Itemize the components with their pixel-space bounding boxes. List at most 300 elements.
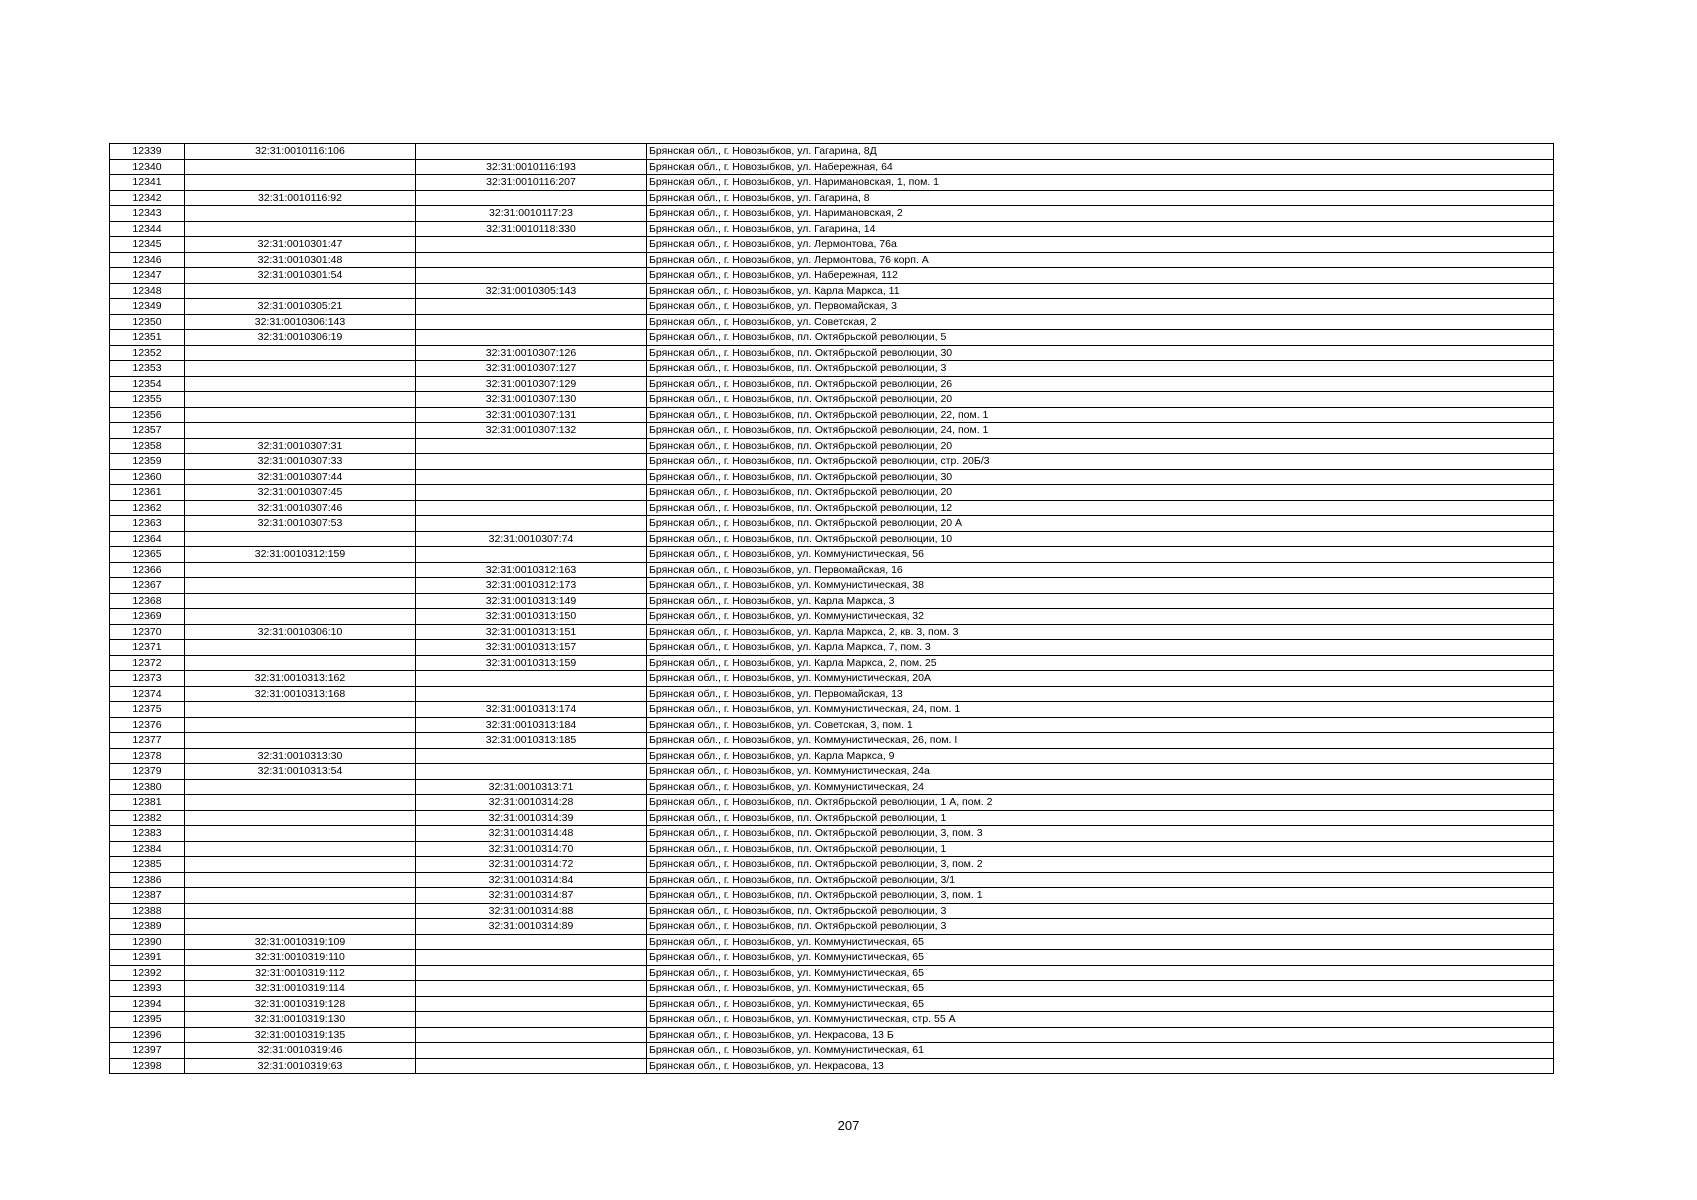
table-row <box>110 919 1554 935</box>
address-cell: Брянская обл., г. Новозыбков, пл. Октябрьской революции, 26 <box>647 376 1554 392</box>
cadastral-number-b-cell: 32:31:0010313:151 <box>416 624 647 640</box>
address-cell: Брянская обл., г. Новозыбков, ул. Коммунистическая, 65 <box>647 965 1554 981</box>
table-row <box>110 1027 1554 1043</box>
row-number-cell: 12355 <box>110 392 185 408</box>
address-cell: Брянская обл., г. Новозыбков, ул. Коммунистическая, 24а <box>647 764 1554 780</box>
cadastral-number-a-cell <box>185 903 416 919</box>
cadastral-number-b-cell: 32:31:0010118:330 <box>416 221 647 237</box>
cadastral-number-b-cell <box>416 1027 647 1043</box>
table-body <box>110 144 1554 1074</box>
address-cell: Брянская обл., г. Новозыбков, ул. Карла Маркса, 2, пом. 25 <box>647 655 1554 671</box>
row-number-cell: 12393 <box>110 981 185 997</box>
cadastral-number-a-cell <box>185 872 416 888</box>
row-number-cell: 12386 <box>110 872 185 888</box>
row-number-cell: 12358 <box>110 438 185 454</box>
cadastral-number-a-cell: 32:31:0010319:130 <box>185 1012 416 1028</box>
cadastral-number-b-cell: 32:31:0010313:149 <box>416 593 647 609</box>
cadastral-number-a-cell: 32:31:0010307:53 <box>185 516 416 532</box>
row-number-cell: 12373 <box>110 671 185 687</box>
cadastral-number-a-cell <box>185 423 416 439</box>
row-number-cell: 12389 <box>110 919 185 935</box>
table-row <box>110 981 1554 997</box>
row-number-cell: 12341 <box>110 175 185 191</box>
address-cell: Брянская обл., г. Новозыбков, ул. Коммунистическая, 20А <box>647 671 1554 687</box>
table-row <box>110 950 1554 966</box>
address-cell: Брянская обл., г. Новозыбков, ул. Коммунистическая, 56 <box>647 547 1554 563</box>
cadastral-number-b-cell: 32:31:0010314:89 <box>416 919 647 935</box>
cadastral-number-a-cell <box>185 578 416 594</box>
table-row <box>110 1058 1554 1074</box>
address-cell: Брянская обл., г. Новозыбков, пл. Октябрьской революции, 24, пом. 1 <box>647 423 1554 439</box>
row-number-cell: 12346 <box>110 252 185 268</box>
cadastral-number-a-cell <box>185 376 416 392</box>
address-cell: Брянская обл., г. Новозыбков, пл. Октябрьской революции, 30 <box>647 469 1554 485</box>
table-row <box>110 485 1554 501</box>
row-number-cell: 12384 <box>110 841 185 857</box>
address-cell: Брянская обл., г. Новозыбков, пл. Октябрьской революции, 10 <box>647 531 1554 547</box>
cadastral-number-a-cell: 32:31:0010307:46 <box>185 500 416 516</box>
cadastral-number-a-cell <box>185 562 416 578</box>
cadastral-number-a-cell: 32:31:0010313:162 <box>185 671 416 687</box>
table-row <box>110 748 1554 764</box>
cadastral-number-a-cell: 32:31:0010313:54 <box>185 764 416 780</box>
cadastral-number-a-cell: 32:31:0010301:48 <box>185 252 416 268</box>
row-number-cell: 12353 <box>110 361 185 377</box>
cadastral-number-a-cell <box>185 392 416 408</box>
cadastral-number-b-cell <box>416 485 647 501</box>
cadastral-number-b-cell: 32:31:0010314:88 <box>416 903 647 919</box>
table-row <box>110 438 1554 454</box>
cadastral-number-a-cell <box>185 206 416 222</box>
cadastral-number-b-cell: 32:31:0010313:157 <box>416 640 647 656</box>
cadastral-number-a-cell: 32:31:0010319:128 <box>185 996 416 1012</box>
cadastral-number-a-cell <box>185 159 416 175</box>
cadastral-number-a-cell <box>185 795 416 811</box>
row-number-cell: 12347 <box>110 268 185 284</box>
cadastral-number-a-cell <box>185 407 416 423</box>
table-row <box>110 221 1554 237</box>
address-cell: Брянская обл., г. Новозыбков, ул. Гагарина, 8 <box>647 190 1554 206</box>
cadastral-number-a-cell <box>185 733 416 749</box>
cadastral-number-b-cell <box>416 330 647 346</box>
cadastral-number-a-cell: 32:31:0010313:30 <box>185 748 416 764</box>
cadastral-number-b-cell <box>416 144 647 160</box>
cadastral-number-b-cell: 32:31:0010314:87 <box>416 888 647 904</box>
cadastral-number-a-cell: 32:31:0010319:110 <box>185 950 416 966</box>
table-row <box>110 810 1554 826</box>
table-row <box>110 252 1554 268</box>
cadastral-number-b-cell <box>416 764 647 780</box>
table-row <box>110 1012 1554 1028</box>
row-number-cell: 12342 <box>110 190 185 206</box>
cadastral-number-a-cell: 32:31:0010307:33 <box>185 454 416 470</box>
row-number-cell: 12343 <box>110 206 185 222</box>
table-row <box>110 500 1554 516</box>
cadastral-number-a-cell <box>185 345 416 361</box>
cadastral-number-a-cell: 32:31:0010319:63 <box>185 1058 416 1074</box>
row-number-cell: 12361 <box>110 485 185 501</box>
address-cell: Брянская обл., г. Новозыбков, пл. Октябрьской революции, 20 <box>647 392 1554 408</box>
cadastral-number-b-cell: 32:31:0010312:163 <box>416 562 647 578</box>
row-number-cell: 12382 <box>110 810 185 826</box>
cadastral-number-b-cell <box>416 454 647 470</box>
cadastral-number-a-cell <box>185 531 416 547</box>
cadastral-number-b-cell <box>416 1043 647 1059</box>
address-cell: Брянская обл., г. Новозыбков, пл. Октябрьской революции, 22, пом. 1 <box>647 407 1554 423</box>
cadastral-number-b-cell: 32:31:0010116:207 <box>416 175 647 191</box>
cadastral-number-a-cell: 32:31:0010319:135 <box>185 1027 416 1043</box>
cadastral-number-a-cell <box>185 826 416 842</box>
cadastral-number-a-cell <box>185 841 416 857</box>
cadastral-number-a-cell <box>185 779 416 795</box>
table-row <box>110 841 1554 857</box>
row-number-cell: 12369 <box>110 609 185 625</box>
address-cell: Брянская обл., г. Новозыбков, ул. Карла Маркса, 9 <box>647 748 1554 764</box>
row-number-cell: 12381 <box>110 795 185 811</box>
table-row <box>110 144 1554 160</box>
table-row <box>110 345 1554 361</box>
address-cell: Брянская обл., г. Новозыбков, ул. Набережная, 112 <box>647 268 1554 284</box>
address-cell: Брянская обл., г. Новозыбков, пл. Октябрьской революции, 3 <box>647 919 1554 935</box>
row-number-cell: 12367 <box>110 578 185 594</box>
address-cell: Брянская обл., г. Новозыбков, пл. Октябрьской революции, 5 <box>647 330 1554 346</box>
cadastral-number-a-cell: 32:31:0010319:109 <box>185 934 416 950</box>
cadastral-number-b-cell <box>416 981 647 997</box>
table-row <box>110 190 1554 206</box>
address-cell: Брянская обл., г. Новозыбков, ул. Коммунистическая, 38 <box>647 578 1554 594</box>
table-row <box>110 376 1554 392</box>
address-cell: Брянская обл., г. Новозыбков, ул. Коммунистическая, 26, пом. I <box>647 733 1554 749</box>
table-row <box>110 159 1554 175</box>
table-row <box>110 283 1554 299</box>
row-number-cell: 12374 <box>110 686 185 702</box>
table-row <box>110 795 1554 811</box>
cadastral-number-a-cell: 32:31:0010313:168 <box>185 686 416 702</box>
cadastral-number-a-cell <box>185 593 416 609</box>
row-number-cell: 12364 <box>110 531 185 547</box>
cadastral-number-a-cell: 32:31:0010307:44 <box>185 469 416 485</box>
row-number-cell: 12345 <box>110 237 185 253</box>
address-cell: Брянская обл., г. Новозыбков, ул. Коммунистическая, стр. 55 А <box>647 1012 1554 1028</box>
row-number-cell: 12354 <box>110 376 185 392</box>
row-number-cell: 12387 <box>110 888 185 904</box>
cadastral-number-a-cell: 32:31:0010319:114 <box>185 981 416 997</box>
table-row <box>110 717 1554 733</box>
address-cell: Брянская обл., г. Новозыбков, ул. Коммунистическая, 65 <box>647 950 1554 966</box>
row-number-cell: 12344 <box>110 221 185 237</box>
cadastral-number-b-cell <box>416 500 647 516</box>
table-row <box>110 888 1554 904</box>
cadastral-number-b-cell <box>416 516 647 532</box>
row-number-cell: 12339 <box>110 144 185 160</box>
address-cell: Брянская обл., г. Новозыбков, пл. Октябрьской революции, 1 А, пом. 2 <box>647 795 1554 811</box>
address-cell: Брянская обл., г. Новозыбков, пл. Октябрьской революции, 30 <box>647 345 1554 361</box>
cadastral-number-b-cell <box>416 996 647 1012</box>
cadastral-number-b-cell <box>416 268 647 284</box>
cadastral-number-a-cell: 32:31:0010301:47 <box>185 237 416 253</box>
address-cell: Брянская обл., г. Новозыбков, пл. Октябрьской революции, 20 <box>647 485 1554 501</box>
page-number: 207 <box>837 1118 860 1133</box>
row-number-cell: 12368 <box>110 593 185 609</box>
table-row <box>110 407 1554 423</box>
cadastral-number-a-cell: 32:31:0010307:45 <box>185 485 416 501</box>
table-row <box>110 578 1554 594</box>
row-number-cell: 12363 <box>110 516 185 532</box>
cadastral-number-b-cell: 32:31:0010307:126 <box>416 345 647 361</box>
row-number-cell: 12365 <box>110 547 185 563</box>
row-number-cell: 12366 <box>110 562 185 578</box>
table-row <box>110 562 1554 578</box>
address-cell: Брянская обл., г. Новозыбков, ул. Наримановская, 2 <box>647 206 1554 222</box>
cadastral-number-b-cell: 32:31:0010313:71 <box>416 779 647 795</box>
row-number-cell: 12340 <box>110 159 185 175</box>
cadastral-number-b-cell <box>416 438 647 454</box>
row-number-cell: 12370 <box>110 624 185 640</box>
row-number-cell: 12395 <box>110 1012 185 1028</box>
row-number-cell: 12392 <box>110 965 185 981</box>
cadastral-number-b-cell <box>416 252 647 268</box>
cadastral-table <box>109 143 1554 1074</box>
table-row <box>110 857 1554 873</box>
row-number-cell: 12378 <box>110 748 185 764</box>
address-cell: Брянская обл., г. Новозыбков, пл. Октябрьской революции, 3, пом. 3 <box>647 826 1554 842</box>
cadastral-number-b-cell: 32:31:0010314:39 <box>416 810 647 826</box>
cadastral-number-a-cell <box>185 888 416 904</box>
cadastral-number-b-cell <box>416 1058 647 1074</box>
table-row <box>110 996 1554 1012</box>
table-row <box>110 686 1554 702</box>
row-number-cell: 12390 <box>110 934 185 950</box>
table-row <box>110 547 1554 563</box>
row-number-cell: 12348 <box>110 283 185 299</box>
cadastral-number-b-cell: 32:31:0010314:48 <box>416 826 647 842</box>
table-row <box>110 733 1554 749</box>
cadastral-number-a-cell <box>185 221 416 237</box>
row-number-cell: 12360 <box>110 469 185 485</box>
address-cell: Брянская обл., г. Новозыбков, ул. Карла Маркса, 7, пом. 3 <box>647 640 1554 656</box>
cadastral-number-b-cell <box>416 469 647 485</box>
cadastral-number-a-cell: 32:31:0010305:21 <box>185 299 416 315</box>
cadastral-number-b-cell: 32:31:0010314:70 <box>416 841 647 857</box>
address-cell: Брянская обл., г. Новозыбков, пл. Октябрьской революции, 12 <box>647 500 1554 516</box>
table-row <box>110 330 1554 346</box>
table-row <box>110 593 1554 609</box>
cadastral-number-b-cell <box>416 314 647 330</box>
row-number-cell: 12350 <box>110 314 185 330</box>
cadastral-number-b-cell: 32:31:0010307:129 <box>416 376 647 392</box>
address-cell: Брянская обл., г. Новозыбков, ул. Коммунистическая, 65 <box>647 996 1554 1012</box>
table-row <box>110 671 1554 687</box>
row-number-cell: 12391 <box>110 950 185 966</box>
cadastral-number-a-cell: 32:31:0010306:19 <box>185 330 416 346</box>
address-cell: Брянская обл., г. Новозыбков, пл. Октябрьской революции, стр. 20Б/3 <box>647 454 1554 470</box>
cadastral-number-b-cell: 32:31:0010307:127 <box>416 361 647 377</box>
table-row <box>110 361 1554 377</box>
cadastral-number-b-cell: 32:31:0010313:184 <box>416 717 647 733</box>
table-row <box>110 640 1554 656</box>
row-number-cell: 12357 <box>110 423 185 439</box>
table-row <box>110 903 1554 919</box>
cadastral-number-a-cell <box>185 655 416 671</box>
table-row <box>110 624 1554 640</box>
row-number-cell: 12352 <box>110 345 185 361</box>
cadastral-number-a-cell <box>185 810 416 826</box>
address-cell: Брянская обл., г. Новозыбков, ул. Коммунистическая, 65 <box>647 934 1554 950</box>
address-cell: Брянская обл., г. Новозыбков, пл. Октябрьской революции, 20 А <box>647 516 1554 532</box>
cadastral-number-a-cell: 32:31:0010307:31 <box>185 438 416 454</box>
cadastral-number-b-cell: 32:31:0010313:159 <box>416 655 647 671</box>
cadastral-number-a-cell: 32:31:0010306:10 <box>185 624 416 640</box>
cadastral-number-a-cell <box>185 175 416 191</box>
table-row <box>110 175 1554 191</box>
cadastral-number-b-cell: 32:31:0010307:132 <box>416 423 647 439</box>
cadastral-number-b-cell: 32:31:0010117:23 <box>416 206 647 222</box>
address-cell: Брянская обл., г. Новозыбков, пл. Октябрьской революции, 3 <box>647 361 1554 377</box>
table-row <box>110 454 1554 470</box>
cadastral-number-b-cell: 32:31:0010313:174 <box>416 702 647 718</box>
address-cell: Брянская обл., г. Новозыбков, ул. Наримановская, 1, пом. 1 <box>647 175 1554 191</box>
address-cell: Брянская обл., г. Новозыбков, ул. Карла Маркса, 11 <box>647 283 1554 299</box>
cadastral-number-b-cell: 32:31:0010313:150 <box>416 609 647 625</box>
row-number-cell: 12377 <box>110 733 185 749</box>
cadastral-number-b-cell: 32:31:0010312:173 <box>416 578 647 594</box>
row-number-cell: 12351 <box>110 330 185 346</box>
table-row <box>110 469 1554 485</box>
address-cell: Брянская обл., г. Новозыбков, пл. Октябрьской революции, 1 <box>647 810 1554 826</box>
cadastral-number-b-cell <box>416 237 647 253</box>
address-cell: Брянская обл., г. Новозыбков, ул. Некрасова, 13 <box>647 1058 1554 1074</box>
address-cell: Брянская обл., г. Новозыбков, ул. Коммунистическая, 24, пом. 1 <box>647 702 1554 718</box>
address-cell: Брянская обл., г. Новозыбков, ул. Советская, 2 <box>647 314 1554 330</box>
address-cell: Брянская обл., г. Новозыбков, ул. Коммунистическая, 24 <box>647 779 1554 795</box>
address-cell: Брянская обл., г. Новозыбков, ул. Коммунистическая, 32 <box>647 609 1554 625</box>
row-number-cell: 12376 <box>110 717 185 733</box>
cadastral-number-a-cell <box>185 640 416 656</box>
table-row <box>110 702 1554 718</box>
cadastral-number-b-cell: 32:31:0010307:131 <box>416 407 647 423</box>
address-cell: Брянская обл., г. Новозыбков, ул. Советская, 3, пом. 1 <box>647 717 1554 733</box>
cadastral-number-b-cell <box>416 748 647 764</box>
address-cell: Брянская обл., г. Новозыбков, пл. Октябрьской революции, 3, пом. 1 <box>647 888 1554 904</box>
cadastral-number-b-cell: 32:31:0010313:185 <box>416 733 647 749</box>
row-number-cell: 12385 <box>110 857 185 873</box>
table-row <box>110 779 1554 795</box>
cadastral-number-a-cell <box>185 283 416 299</box>
cadastral-number-a-cell: 32:31:0010116:92 <box>185 190 416 206</box>
table-row <box>110 764 1554 780</box>
address-cell: Брянская обл., г. Новозыбков, ул. Коммунистическая, 65 <box>647 981 1554 997</box>
cadastral-number-a-cell <box>185 361 416 377</box>
table-row <box>110 392 1554 408</box>
table-row <box>110 609 1554 625</box>
row-number-cell: 12397 <box>110 1043 185 1059</box>
row-number-cell: 12394 <box>110 996 185 1012</box>
address-cell: Брянская обл., г. Новозыбков, ул. Первомайская, 13 <box>647 686 1554 702</box>
row-number-cell: 12349 <box>110 299 185 315</box>
address-cell: Брянская обл., г. Новозыбков, ул. Лермонтова, 76а <box>647 237 1554 253</box>
table-row <box>110 237 1554 253</box>
address-cell: Брянская обл., г. Новозыбков, ул. Карла Маркса, 3 <box>647 593 1554 609</box>
table-row <box>110 934 1554 950</box>
cadastral-number-a-cell: 32:31:0010116:106 <box>185 144 416 160</box>
row-number-cell: 12383 <box>110 826 185 842</box>
row-number-cell: 12359 <box>110 454 185 470</box>
table-row <box>110 314 1554 330</box>
row-number-cell: 12388 <box>110 903 185 919</box>
row-number-cell: 12362 <box>110 500 185 516</box>
row-number-cell: 12372 <box>110 655 185 671</box>
cadastral-number-a-cell <box>185 702 416 718</box>
address-cell: Брянская обл., г. Новозыбков, пл. Октябрьской революции, 1 <box>647 841 1554 857</box>
table-row <box>110 516 1554 532</box>
table-row <box>110 965 1554 981</box>
cadastral-number-a-cell <box>185 717 416 733</box>
cadastral-number-b-cell <box>416 671 647 687</box>
cadastral-number-b-cell: 32:31:0010314:84 <box>416 872 647 888</box>
cadastral-number-b-cell: 32:31:0010314:72 <box>416 857 647 873</box>
cadastral-number-a-cell <box>185 609 416 625</box>
cadastral-number-b-cell <box>416 950 647 966</box>
cadastral-number-b-cell: 32:31:0010116:193 <box>416 159 647 175</box>
cadastral-number-b-cell <box>416 547 647 563</box>
address-cell: Брянская обл., г. Новозыбков, ул. Первомайская, 16 <box>647 562 1554 578</box>
row-number-cell: 12371 <box>110 640 185 656</box>
address-cell: Брянская обл., г. Новозыбков, ул. Гагарина, 14 <box>647 221 1554 237</box>
table-row <box>110 826 1554 842</box>
cadastral-number-b-cell <box>416 934 647 950</box>
cadastral-number-b-cell: 32:31:0010305:143 <box>416 283 647 299</box>
cadastral-number-b-cell <box>416 1012 647 1028</box>
cadastral-number-a-cell <box>185 919 416 935</box>
row-number-cell: 12396 <box>110 1027 185 1043</box>
table-row <box>110 531 1554 547</box>
address-cell: Брянская обл., г. Новозыбков, ул. Карла Маркса, 2, кв. 3, пом. 3 <box>647 624 1554 640</box>
cadastral-number-b-cell <box>416 190 647 206</box>
row-number-cell: 12356 <box>110 407 185 423</box>
cadastral-number-b-cell: 32:31:0010307:130 <box>416 392 647 408</box>
address-cell: Брянская обл., г. Новозыбков, ул. Коммунистическая, 61 <box>647 1043 1554 1059</box>
cadastral-number-b-cell: 32:31:0010307:74 <box>416 531 647 547</box>
table-row <box>110 299 1554 315</box>
table-row <box>110 872 1554 888</box>
address-cell: Брянская обл., г. Новозыбков, ул. Набережная, 64 <box>647 159 1554 175</box>
cadastral-number-a-cell: 32:31:0010306:143 <box>185 314 416 330</box>
cadastral-number-a-cell: 32:31:0010312:159 <box>185 547 416 563</box>
address-cell: Брянская обл., г. Новозыбков, пл. Октябрьской революции, 3, пом. 2 <box>647 857 1554 873</box>
row-number-cell: 12379 <box>110 764 185 780</box>
cadastral-number-b-cell <box>416 965 647 981</box>
cadastral-number-a-cell: 32:31:0010319:46 <box>185 1043 416 1059</box>
table-row <box>110 1043 1554 1059</box>
address-cell: Брянская обл., г. Новозыбков, пл. Октябрьской революции, 3 <box>647 903 1554 919</box>
table-row <box>110 206 1554 222</box>
address-cell: Брянская обл., г. Новозыбков, ул. Первомайская, 3 <box>647 299 1554 315</box>
address-cell: Брянская обл., г. Новозыбков, пл. Октябрьской революции, 20 <box>647 438 1554 454</box>
cadastral-number-b-cell <box>416 299 647 315</box>
row-number-cell: 12375 <box>110 702 185 718</box>
cadastral-number-a-cell <box>185 857 416 873</box>
address-cell: Брянская обл., г. Новозыбков, ул. Некрасова, 13 Б <box>647 1027 1554 1043</box>
address-cell: Брянская обл., г. Новозыбков, пл. Октябрьской революции, 3/1 <box>647 872 1554 888</box>
table-row <box>110 423 1554 439</box>
cadastral-number-a-cell: 32:31:0010319:112 <box>185 965 416 981</box>
table-row <box>110 655 1554 671</box>
cadastral-number-b-cell: 32:31:0010314:28 <box>416 795 647 811</box>
row-number-cell: 12380 <box>110 779 185 795</box>
cadastral-number-a-cell: 32:31:0010301:54 <box>185 268 416 284</box>
row-number-cell: 12398 <box>110 1058 185 1074</box>
address-cell: Брянская обл., г. Новозыбков, ул. Лермонтова, 76 корп. А <box>647 252 1554 268</box>
